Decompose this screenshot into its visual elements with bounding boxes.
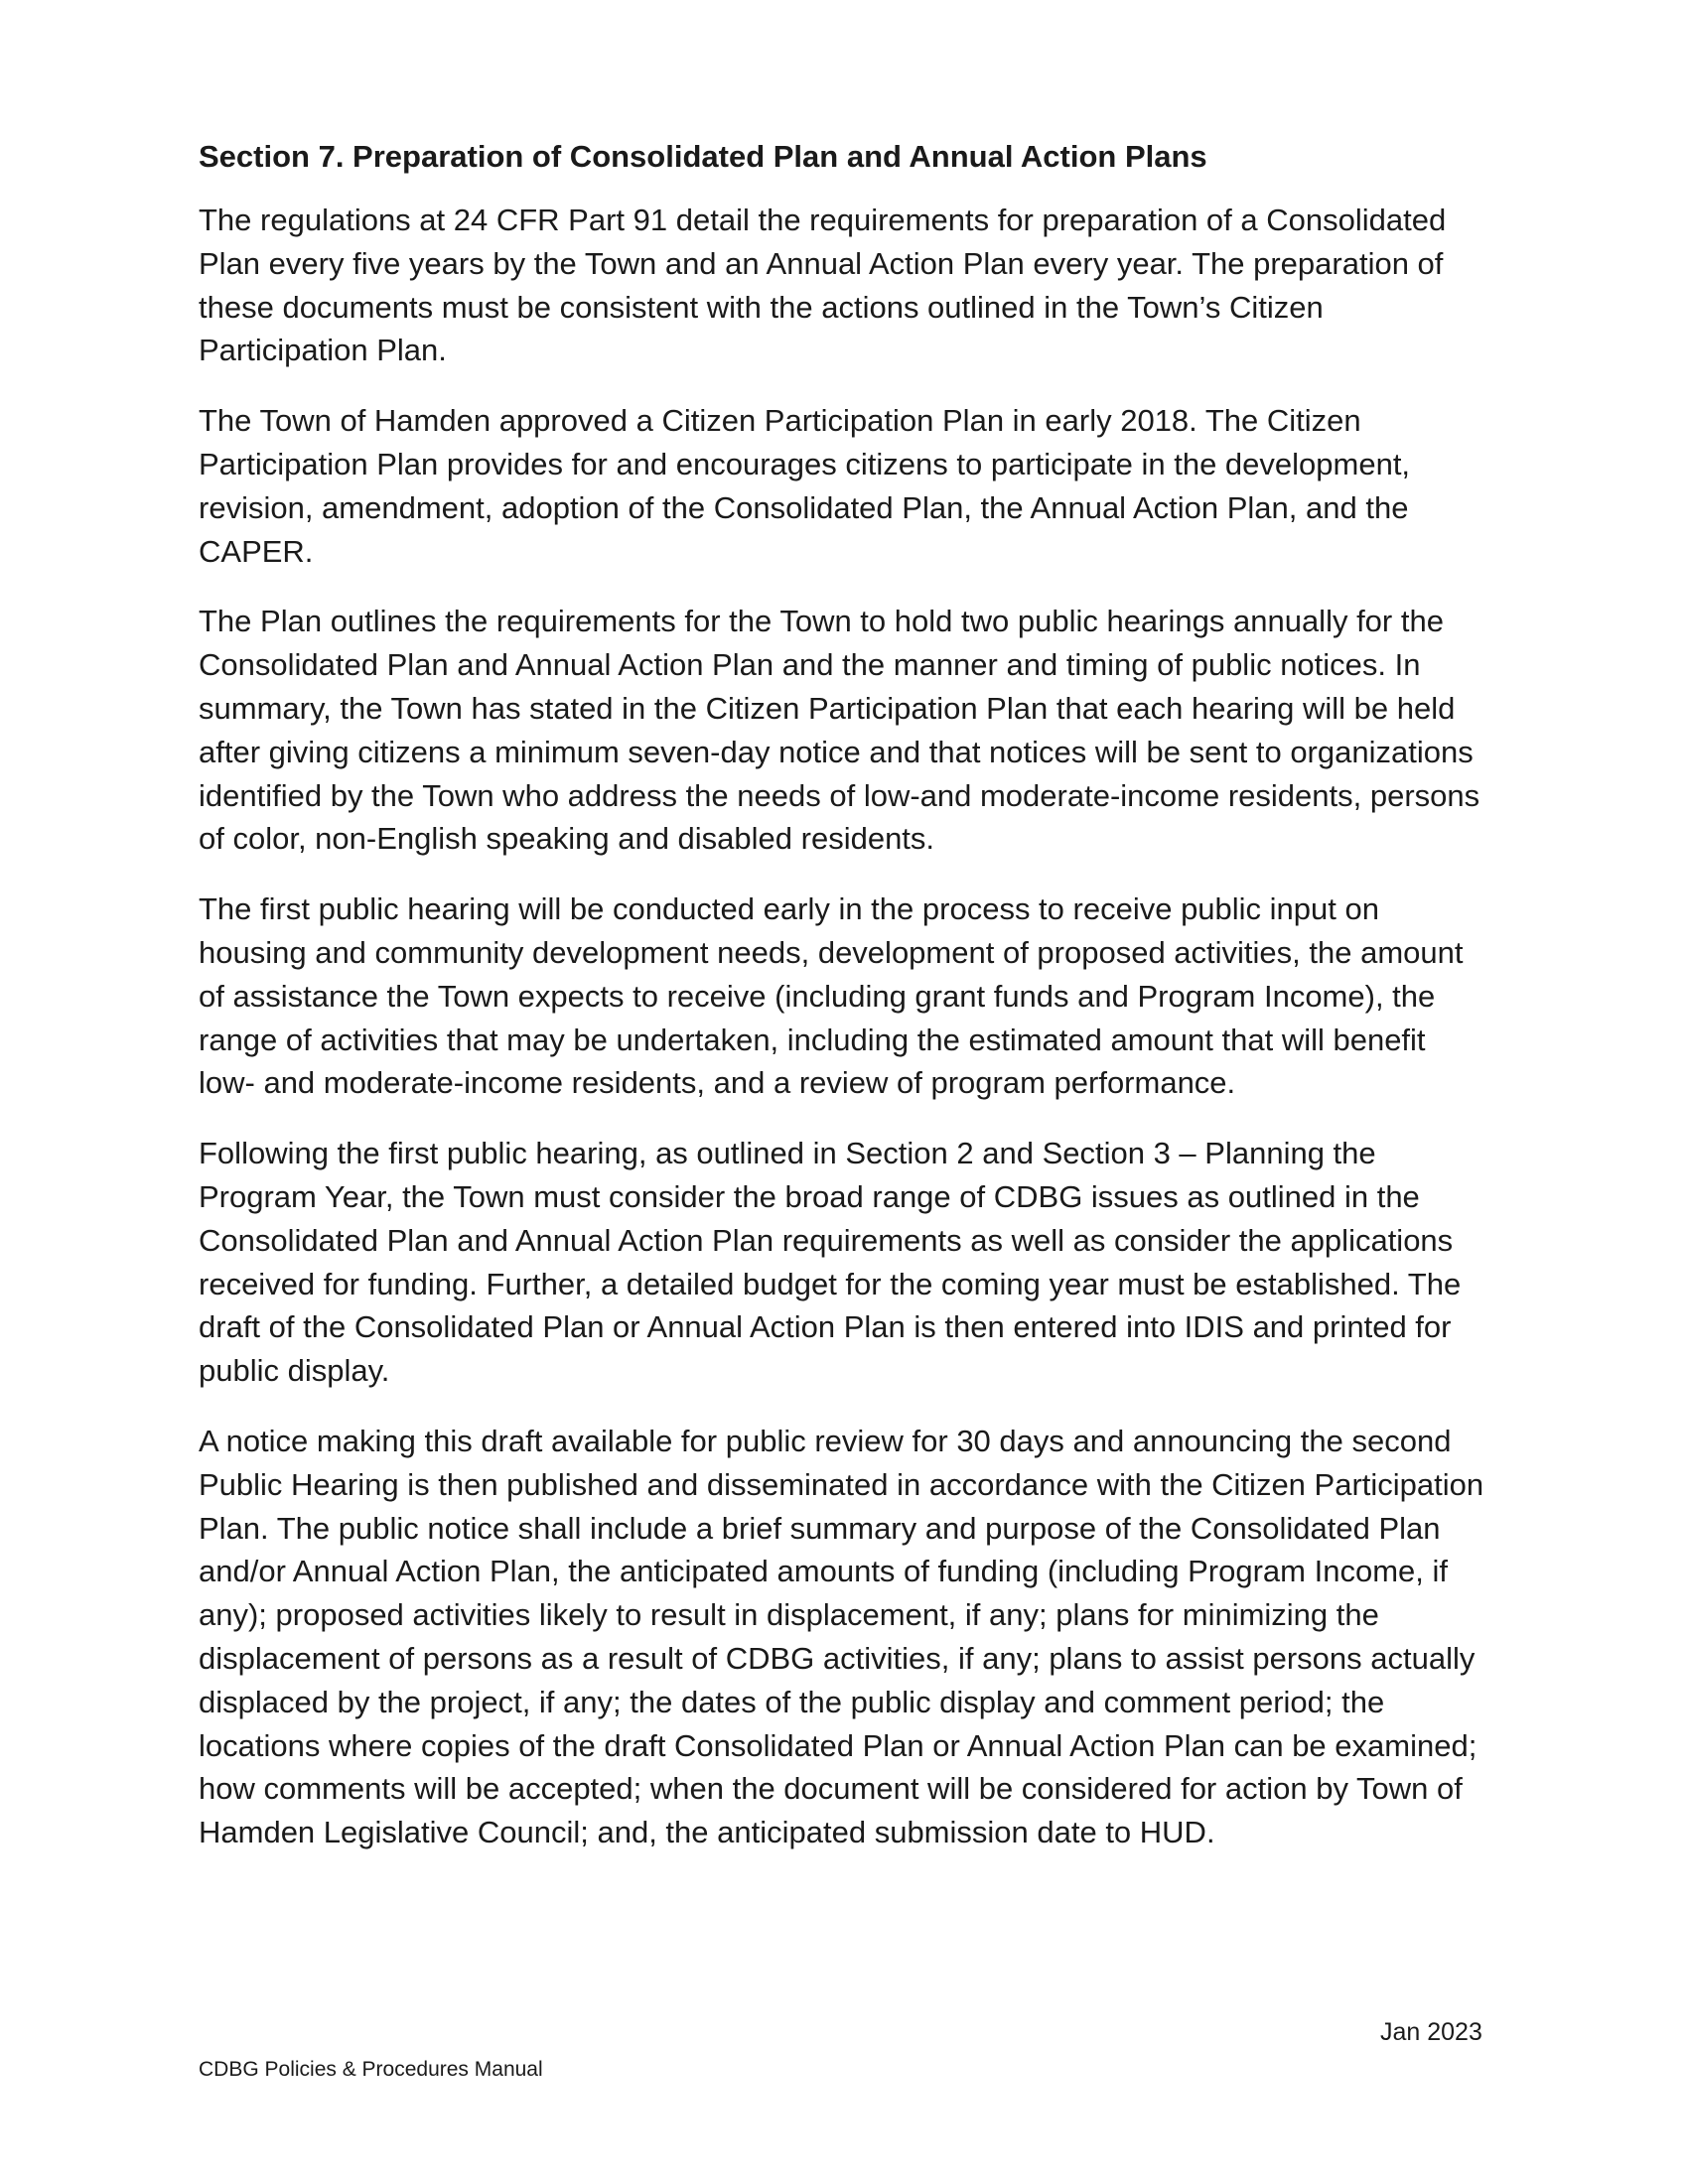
section-heading: Section 7. Preparation of Consolidated Plan and Annual Action Plans	[199, 139, 1207, 174]
paragraph-public-notice: A notice making this draft available for public review for 30 days and announcing the second Public Hearing is then published and disseminated in accordance with the Citizen Participation Plan. The public notice shall include a brief summary and purpose of the Consolidated Plan and/or Annual Action Plan, the anticipated amounts of funding (including Program Income, if any); proposed activities likely to result in displacement, if any; plans for minimizing the displacement of persons as a result of CDBG activities, if any; plans to assist persons actually displaced by the project, if any; the dates of the public display and comment period; the locations where copies of the draft Consolidated Plan or Annual Action Plan can be examined; how comments will be accepted; when the document will be considered for action by Town of Hamden Legislative Council; and, the anticipated submission date to HUD.	[199, 1423, 1484, 1850]
paragraph-citizen-participation-plan: The Town of Hamden approved a Citizen Participation Plan in early 2018. The Citizen Participation Plan provides for and encourages citizens to participate in the development, revision, amendment, adoption of the Consolidated Plan, the Annual Action Plan, and the CAPER.	[199, 403, 1411, 569]
page-body	[199, 135, 1489, 1881]
paragraph-following-first-hearing: Following the first public hearing, as outlined in Section 2 and Section 3 – Planning the Program Year, the Town must consider the broad range of CDBG issues as outlined in the Consolidated Plan and Annual Action Plan requirements as well as consider the applications received for funding. Further, a detailed budget for the coming year must be established. The draft of the Consolidated Plan or Annual Action Plan is then entered into IDIS and printed for public display.	[199, 1136, 1462, 1389]
paragraph-public-hearings: The Plan outlines the requirements for the Town to hold two public hearings annually for the Consolidated Plan and Annual Action Plan and the manner and timing of public notices. In summary, the Town has stated in the Citizen Participation Plan that each hearing will be held after giving citizens a minimum seven-day notice and that notices will be sent to organizations identified by the Town who address the needs of low-and moderate-income residents, persons of color, non-English speaking and disabled residents.	[199, 604, 1480, 857]
paragraph-first-public-hearing: The first public hearing will be conducted early in the process to receive public input on housing and community development needs, development of proposed activities, the amount of assistance the Town expects to receive (including grant funds and Program Income), the range of activities that may be undertaken, including the estimated amount that will benefit low- and moderate-income residents, and a review of program performance.	[199, 891, 1464, 1101]
footer-manual-title: CDBG Policies & Procedures Manual	[199, 2058, 543, 2081]
footer-date: Jan 2023	[1380, 2018, 1482, 2046]
paragraph-regulations: The regulations at 24 CFR Part 91 detail the requirements for preparation of a Consolidated Plan every five years by the Town and an Annual Action Plan every year. The preparation of these documents must be consistent with the actions outlined in the Town’s Citizen Participation Plan.	[199, 203, 1447, 368]
